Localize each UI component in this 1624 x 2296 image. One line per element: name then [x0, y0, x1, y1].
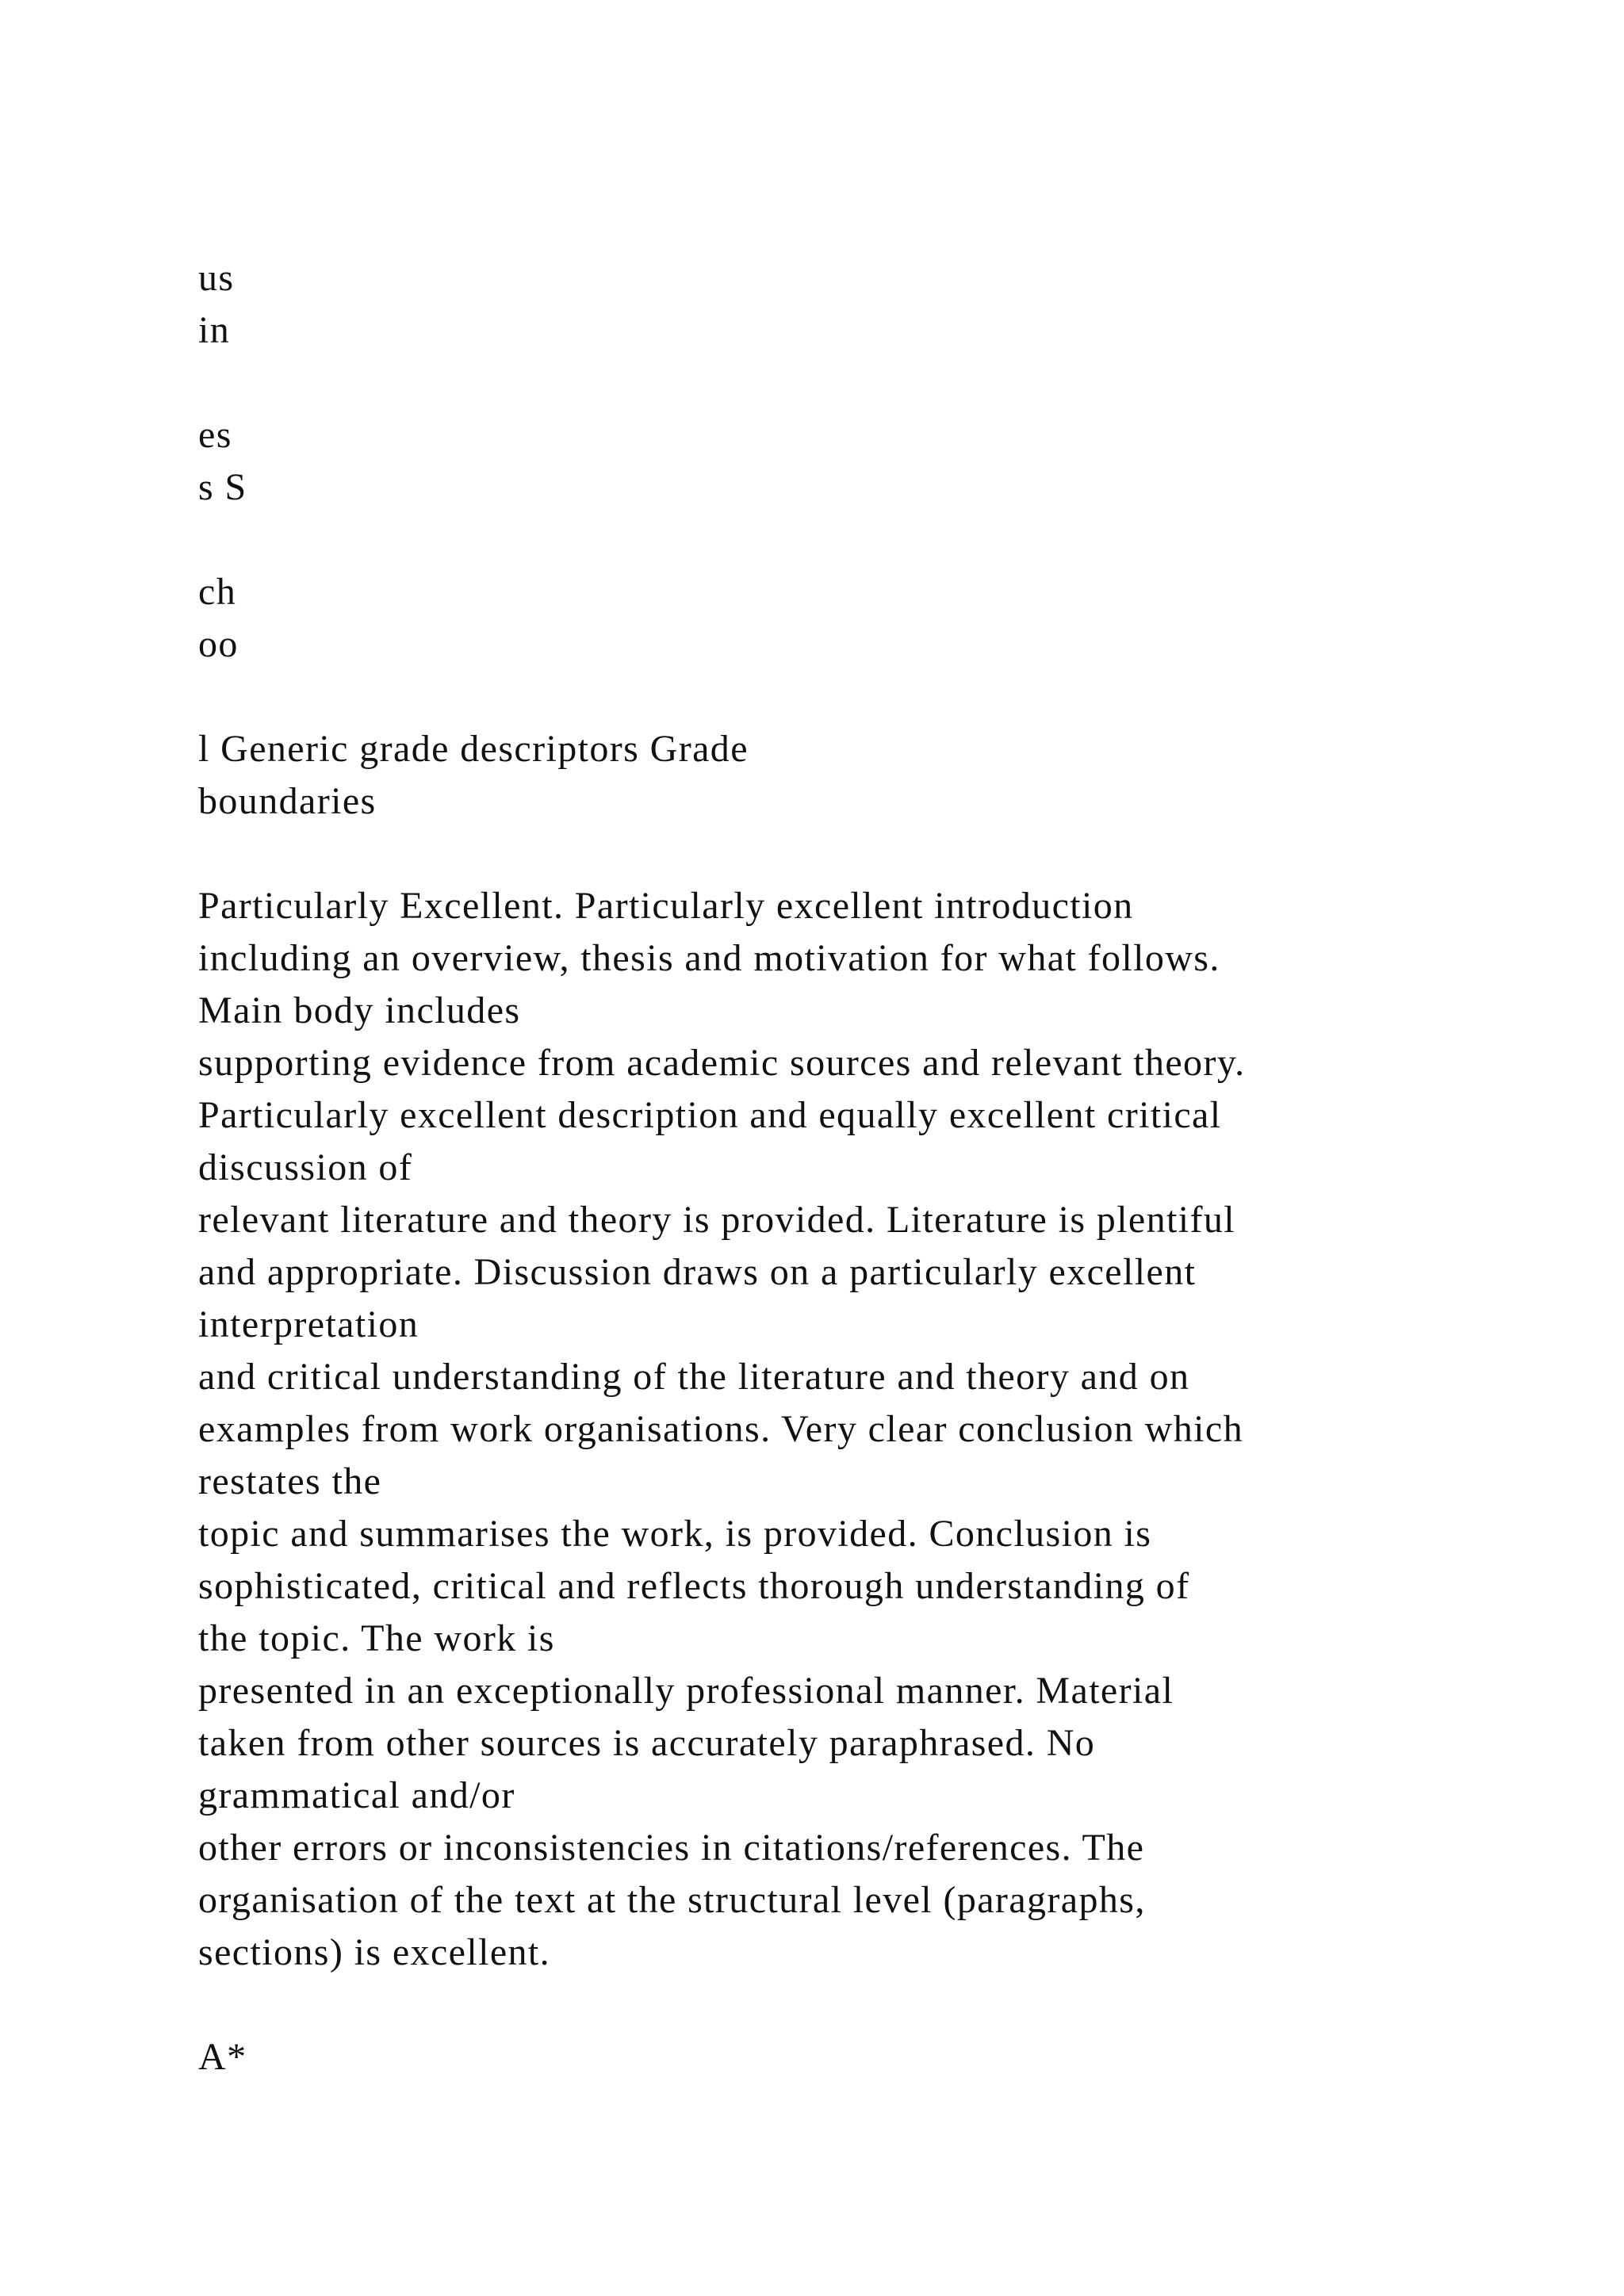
header-fragment: s S [198, 466, 247, 508]
paragraph-line: the topic. The work is [198, 1617, 555, 1659]
paragraph-line: organisation of the text at the structural level (paragraphs, [198, 1879, 1146, 1921]
paragraph-line: sophisticated, critical and reflects thorough understanding of [198, 1565, 1190, 1607]
header-fragment: es [198, 414, 232, 456]
header-fragment: oo [198, 623, 239, 665]
paragraph-line: discussion of [198, 1146, 413, 1188]
header-fragment: us [198, 257, 235, 299]
descriptor-paragraph [198, 880, 1546, 1979]
header-fragment: in [198, 309, 231, 351]
paragraph-line: including an overview, thesis and motivation for what follows. [198, 937, 1220, 979]
paragraph-line: interpretation [198, 1303, 419, 1345]
paragraph-line: Particularly Excellent. Particularly excellent introduction [198, 885, 1134, 927]
blank-line [198, 357, 1546, 409]
blank-line [198, 514, 1546, 566]
paragraph-line: grammatical and/or [198, 1774, 515, 1816]
header-fragment: ch [198, 571, 237, 613]
paragraph-line: restates the [198, 1460, 382, 1502]
paragraph-line: examples from work organisations. Very clear conclusion which [198, 1408, 1243, 1450]
paragraph-line: Main body includes [198, 989, 521, 1031]
grade-label: A* [198, 2036, 247, 2078]
paragraph-line: sections) is excellent. [198, 1931, 551, 1973]
paragraph-line: and appropriate. Discussion draws on a particularly excellent [198, 1251, 1197, 1293]
paragraph-line: taken from other sources is accurately paraphrased. No [198, 1722, 1096, 1764]
paragraph-line: Particularly excellent description and equally excellent critical [198, 1094, 1222, 1136]
paragraph-line: supporting evidence from academic sources and relevant theory. [198, 1042, 1246, 1084]
paragraph-line: topic and summarises the work, is provided. Conclusion is [198, 1513, 1152, 1555]
paragraph-line: other errors or inconsistencies in citations/references. The [198, 1827, 1145, 1869]
blank-line [198, 828, 1546, 880]
blank-line [198, 671, 1546, 723]
heading-line: l Generic grade descriptors Grade [198, 728, 749, 770]
document-text [198, 252, 1546, 2084]
blank-line [198, 1979, 1546, 2031]
paragraph-line: and critical understanding of the literature and theory and on [198, 1356, 1190, 1398]
paragraph-line: presented in an exceptionally professional manner. Material [198, 1670, 1174, 1712]
heading-line: boundaries [198, 780, 377, 822]
paragraph-line: relevant literature and theory is provided. Literature is plentiful [198, 1199, 1236, 1241]
